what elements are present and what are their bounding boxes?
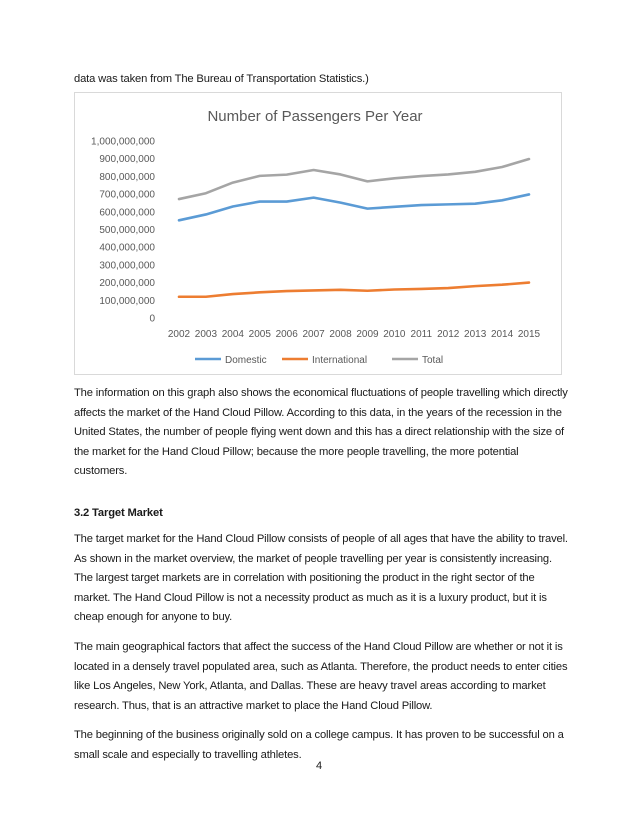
y-tick-label: 300,000,000 (99, 260, 155, 272)
series-line-domestic (179, 194, 529, 220)
x-tick-label: 2007 (302, 329, 325, 340)
x-tick-label: 2008 (329, 329, 352, 340)
y-tick-label: 900,000,000 (99, 154, 155, 166)
paragraph-target-market: The target market for the Hand Cloud Pillow consists of people of all ages that have the ability to travel. As shown in the market overview, the market of people travelling per year is consistently increasing. The largest target markets are in correlation with positioning the product in the right sector of the market. The Hand Cloud Pillow is not a necessity product as much as it is a luxury product, but it is cheap enough for anyone to buy. (74, 533, 568, 624)
y-tick-label: 0 (149, 313, 155, 325)
x-tick-label: 2003 (194, 329, 218, 340)
paragraph-business-beginning: The beginning of the business originally sold on a college campus. It has proven to be successful on a small scale and especially to travelling athletes. (74, 729, 564, 761)
y-tick-label: 1,000,000,000 (91, 136, 155, 148)
legend-label-domestic: Domestic (225, 355, 267, 366)
x-tick-label: 2011 (410, 329, 433, 340)
x-tick-label: 2002 (167, 329, 191, 340)
y-tick-label: 500,000,000 (99, 225, 155, 236)
y-tick-label: 200,000,000 (99, 278, 155, 290)
passengers-line-chart (74, 92, 562, 375)
y-tick-label: 400,000,000 (99, 242, 155, 254)
legend-label-total: Total (422, 355, 444, 366)
series-line-international (179, 283, 529, 297)
x-tick-label: 2009 (356, 329, 379, 340)
y-tick-label: 800,000,000 (99, 171, 155, 183)
intro-line: data was taken from The Bureau of Transportation Statistics.) (74, 73, 369, 85)
x-tick-label: 2013 (464, 329, 487, 340)
chart-title: Number of Passengers Per Year (207, 108, 423, 125)
paragraph-geographic-factors: The main geographical factors that affect the success of the Hand Cloud Pillow are whether or not it is located in a densely travel populated area, such as Atlanta. Therefore, the product needs to enter cities like Los Angeles, New York, Atlanta, and Dallas. These are heavy travel areas according to market research. Thus, that is an attractive market to place the Hand Cloud Pillow. (74, 640, 568, 712)
series-line-total (179, 159, 529, 199)
x-tick-label: 2004 (221, 329, 244, 340)
paragraph-graph-explanation: The information on this graph also shows the economical fluctuations of people travelling which directly affects the market of the Hand Cloud Pillow. According to this data, in the years of the recession in the United States, the number of people flying went down and this has a direct relationship with the size of the market for the Hand Cloud Pillow; because the more people travelling, the more potential customers. (74, 387, 568, 478)
y-tick-label: 700,000,000 (99, 189, 155, 201)
y-tick-label: 100,000,000 (99, 295, 155, 307)
x-tick-label: 2005 (248, 329, 271, 340)
x-tick-label: 2012 (437, 329, 460, 340)
legend-label-international: International (312, 355, 368, 366)
chart-canvas (75, 93, 563, 376)
x-tick-label: 2006 (275, 329, 298, 340)
x-tick-label: 2015 (517, 329, 541, 340)
x-tick-label: 2014 (490, 329, 514, 340)
x-tick-label: 2010 (383, 329, 406, 340)
y-tick-label: 600,000,000 (99, 207, 155, 219)
page-number: 4 (315, 760, 323, 772)
section-heading: 3.2 Target Market (74, 507, 163, 519)
